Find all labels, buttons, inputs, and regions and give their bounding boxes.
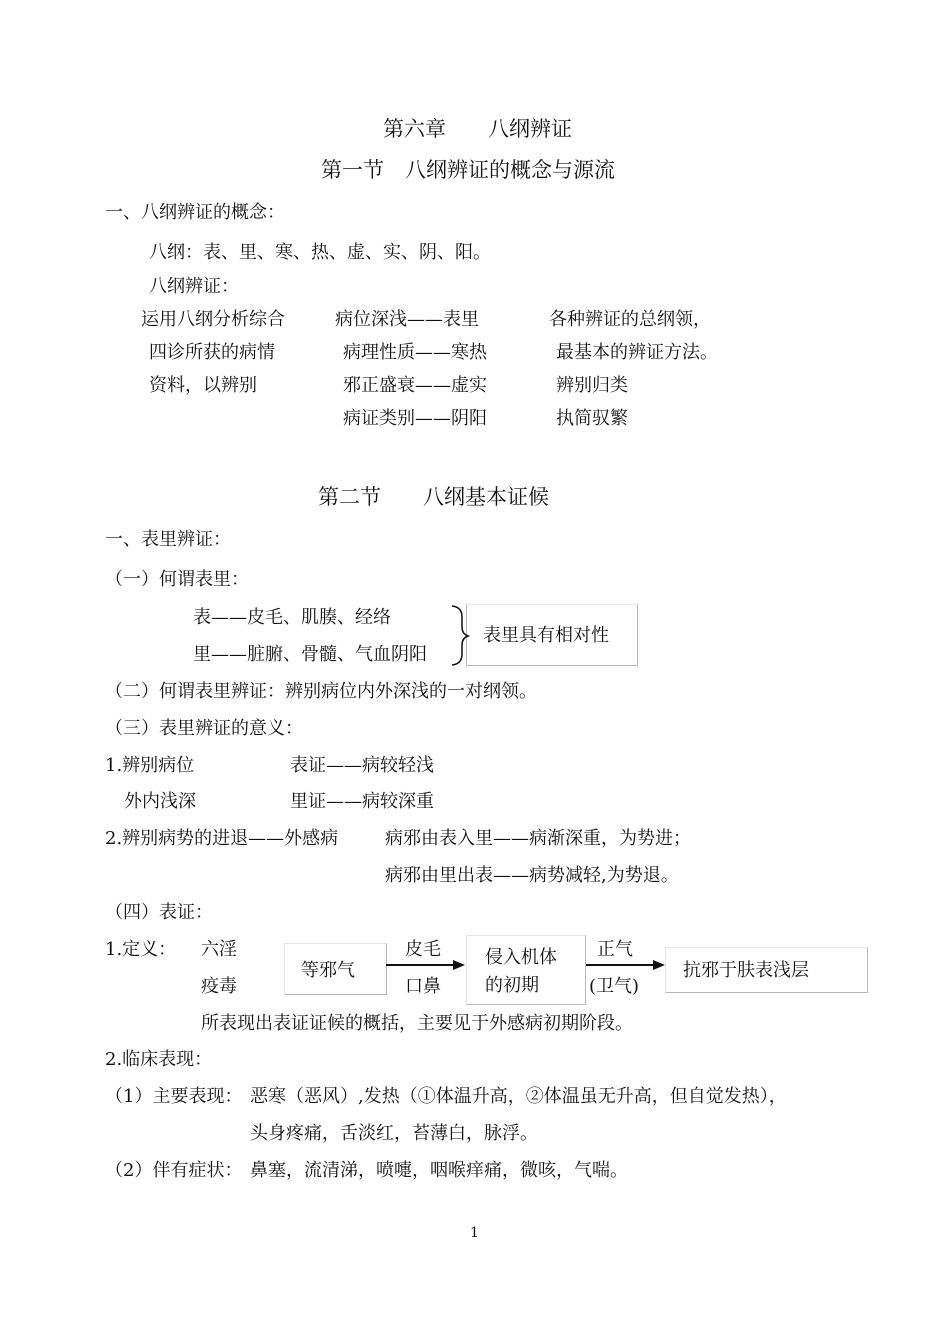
sub4-label: （四）表证：	[105, 902, 213, 923]
koubi: 口鼻	[405, 976, 441, 997]
arrow-right-icon-1	[386, 960, 465, 970]
evil-qi-text: 等邪气	[301, 960, 355, 981]
section2-title: 第二节 八纲基本证候	[318, 485, 549, 509]
page-number: 1	[470, 1225, 479, 1241]
item1-b: 外内浅深	[124, 791, 196, 812]
biao-line: 表——皮毛、肌腠、经络	[193, 607, 391, 628]
sub2-text: （二）何谓表里辨证：辨别病位内外深浅的一对纲领。	[105, 681, 537, 702]
col3-line1: 各种辨证的总纲领，	[549, 309, 711, 330]
yidu: 疫毒	[201, 976, 237, 997]
def-label: 1.定义：	[105, 939, 177, 960]
col2-line2: 病理性质——寒热	[343, 342, 487, 363]
li-line: 里——脏腑、骨髓、气血阴阳	[193, 644, 427, 665]
main-label: （1）主要表现：	[105, 1086, 243, 1107]
liuyin: 六淫	[201, 939, 237, 960]
col3-line3: 辨别归类	[556, 375, 628, 396]
invade-l2: 的初期	[485, 975, 539, 996]
col3-line4: 执简驭繁	[556, 408, 628, 429]
col1-line2: 四诊所获的病情	[149, 342, 275, 363]
invade-l1: 侵入机体	[485, 947, 557, 968]
sub1-label: （一）何谓表里：	[105, 569, 249, 590]
pimao: 皮毛	[405, 939, 441, 960]
relativity-text: 表里具有相对性	[483, 625, 609, 646]
bagang-line: 八纲：表、里、寒、热、虚、实、阴、阳。	[149, 242, 491, 263]
col3-line2: 最基本的辨证方法。	[556, 342, 718, 363]
col1-line1: 运用八纲分析综合	[141, 309, 285, 330]
sub3-label: （三）表里辨证的意义：	[105, 718, 303, 739]
li-zheng: 里证——病较深重	[290, 791, 434, 812]
accomp-text: 鼻塞，流清涕，喷嚏，咽喉痒痛，微咳，气喘。	[250, 1160, 628, 1181]
item1-a: 1.辨别病位	[105, 755, 195, 776]
col1-line3: 资料，以辨别	[149, 375, 257, 396]
main-line2: 头身疼痛，舌淡红，苔薄白，脉浮。	[250, 1123, 538, 1144]
section2-heading: 一、表里辨证：	[105, 529, 231, 550]
col2-line1: 病位深浅——表里	[335, 309, 479, 330]
main-line1: 恶寒（恶风）,发热（①体温升高，②体温虽无升高，但自觉发热），	[250, 1086, 787, 1107]
section1-title: 第一节 八纲辨证的概念与源流	[321, 158, 615, 182]
arrow-right-icon-2	[586, 960, 665, 970]
curly-brace	[452, 606, 468, 665]
shi-tui: 病邪由里出表——病势减轻,为势退。	[385, 865, 679, 886]
chapter-title: 第六章 八纲辨证	[383, 117, 572, 141]
def-text: 所表现出表证证候的概括，主要见于外感病初期阶段。	[201, 1013, 633, 1034]
clinical-label: 2.临床表现：	[105, 1049, 213, 1070]
zhengqi: 正气	[597, 939, 633, 960]
resist-text: 抗邪于肤表浅层	[683, 960, 809, 981]
accomp-label: （2）伴有症状：	[105, 1160, 243, 1181]
bianzheng-label: 八纲辨证：	[149, 276, 239, 297]
shi-jin: 病邪由表入里——病渐深重，为势进；	[385, 828, 691, 849]
weiqi: (卫气)	[589, 976, 640, 997]
item2: 2.辨别病势的进退——外感病	[105, 828, 339, 849]
biao-zheng: 表证——病较轻浅	[290, 755, 434, 776]
col2-line3: 邪正盛衰——虚实	[343, 375, 487, 396]
col2-line4: 病证类别——阴阳	[343, 408, 487, 429]
section1-heading: 一、八纲辨证的概念：	[105, 202, 285, 223]
